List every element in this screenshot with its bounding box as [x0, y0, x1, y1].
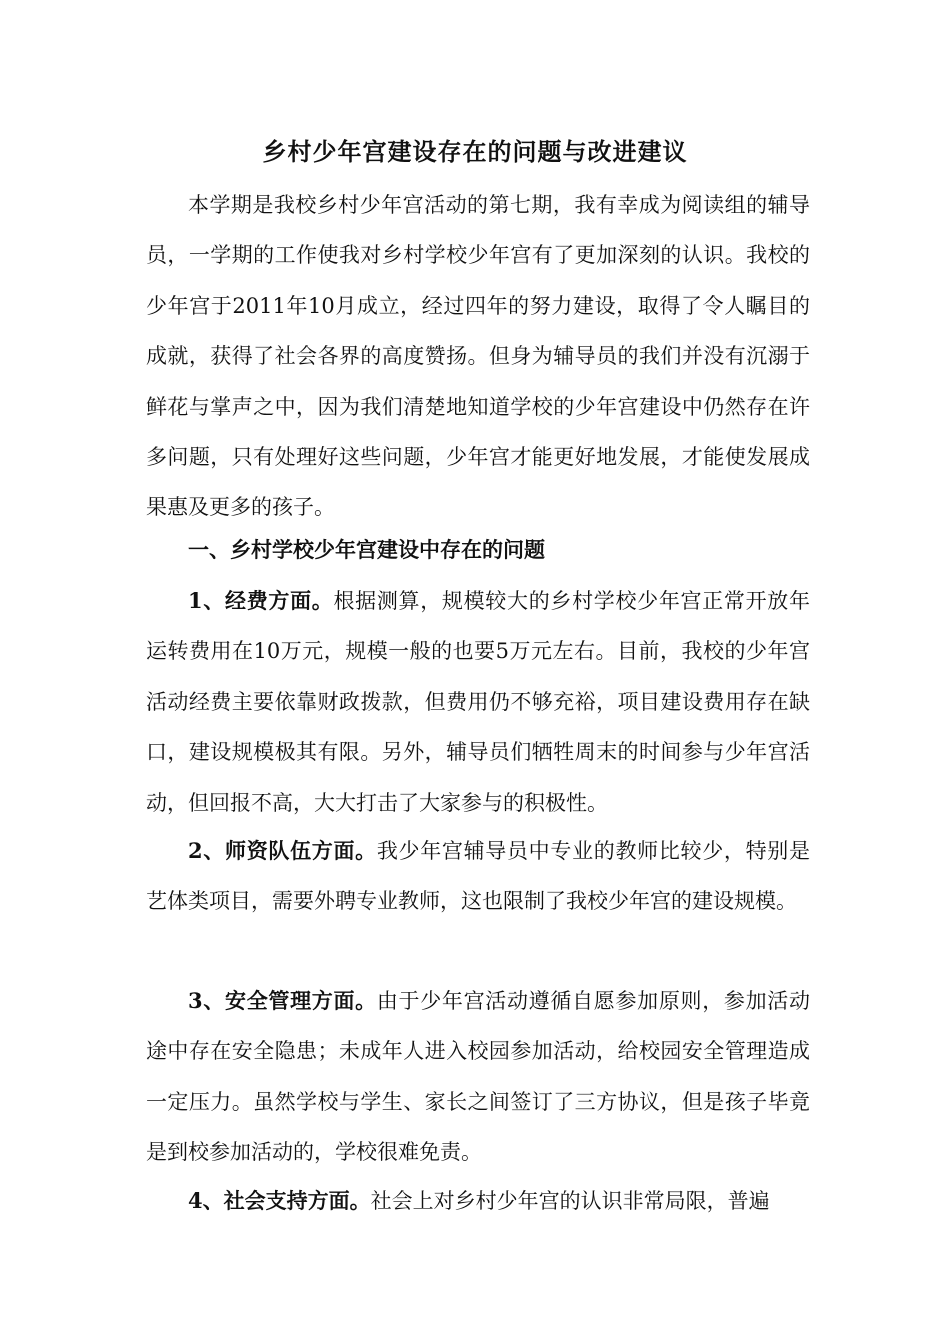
list-item [146, 826, 810, 927]
item-text: 我少年宫辅导员中专业的教师比较少，特别是艺体类项目，需要外聘专业教师，这也限制了我校少年宫的建设规模。 [146, 839, 810, 914]
document-title: 乡村少年宫建设存在的问题与改进建议 [262, 137, 688, 166]
item-text: 由于少年宫活动遵循自愿参加原则，参加活动途中存在安全隐患；未成年人进入校园参加活动，给校园安全管理造成一定压力。虽然学校与学生、家长之间签订了三方协议，但是孩子毕竟是到校参加活动的，学校很难免责。 [146, 989, 810, 1165]
list-item [146, 976, 810, 1178]
list-item [146, 576, 810, 828]
list-item [146, 1176, 810, 1226]
section-heading: 一、乡村学校少年宫建设中存在的问题 [188, 537, 545, 562]
item-lead: 1、经费方面。 [188, 588, 334, 613]
item-lead: 4、社会支持方面。 [188, 1188, 371, 1213]
item-text: 社会上对乡村少年宫的认识非常局限，普遍 [370, 1189, 770, 1213]
intro-paragraph: 本学期是我校乡村少年宫活动的第七期，我有幸成为阅读组的辅导员，一学期的工作使我对乡村学校少年宫有了更加深刻的认识。我校的少年宫于2011年10月成立，经过四年的努力建设，取得了令人瞩目的成就，获得了社会各界的高度赞扬。但身为辅导员的我们并没有沉溺于鲜花与掌声之中，因为我们清楚地知道学校的少年宫建设中仍然存在许多问题，只有处理好这些问题，少年宫才能更好地发展，才能使发展成果惠及更多的孩子。 [146, 193, 810, 520]
item-lead: 3、安全管理方面。 [188, 988, 377, 1013]
item-text: 根据测算，规模较大的乡村学校少年宫正常开放年运转费用在10万元，规模一般的也要5万元左右。目前，我校的少年宫活动经费主要依靠财政拨款，但费用仍不够充裕，项目建设费用存在缺口，建设规模极其有限。另外，辅导员们牺牲周末的时间参与少年宫活动，但回报不高，大大打击了大家参与的积极性。 [146, 589, 810, 815]
item-lead: 2、师资队伍方面。 [188, 838, 377, 863]
